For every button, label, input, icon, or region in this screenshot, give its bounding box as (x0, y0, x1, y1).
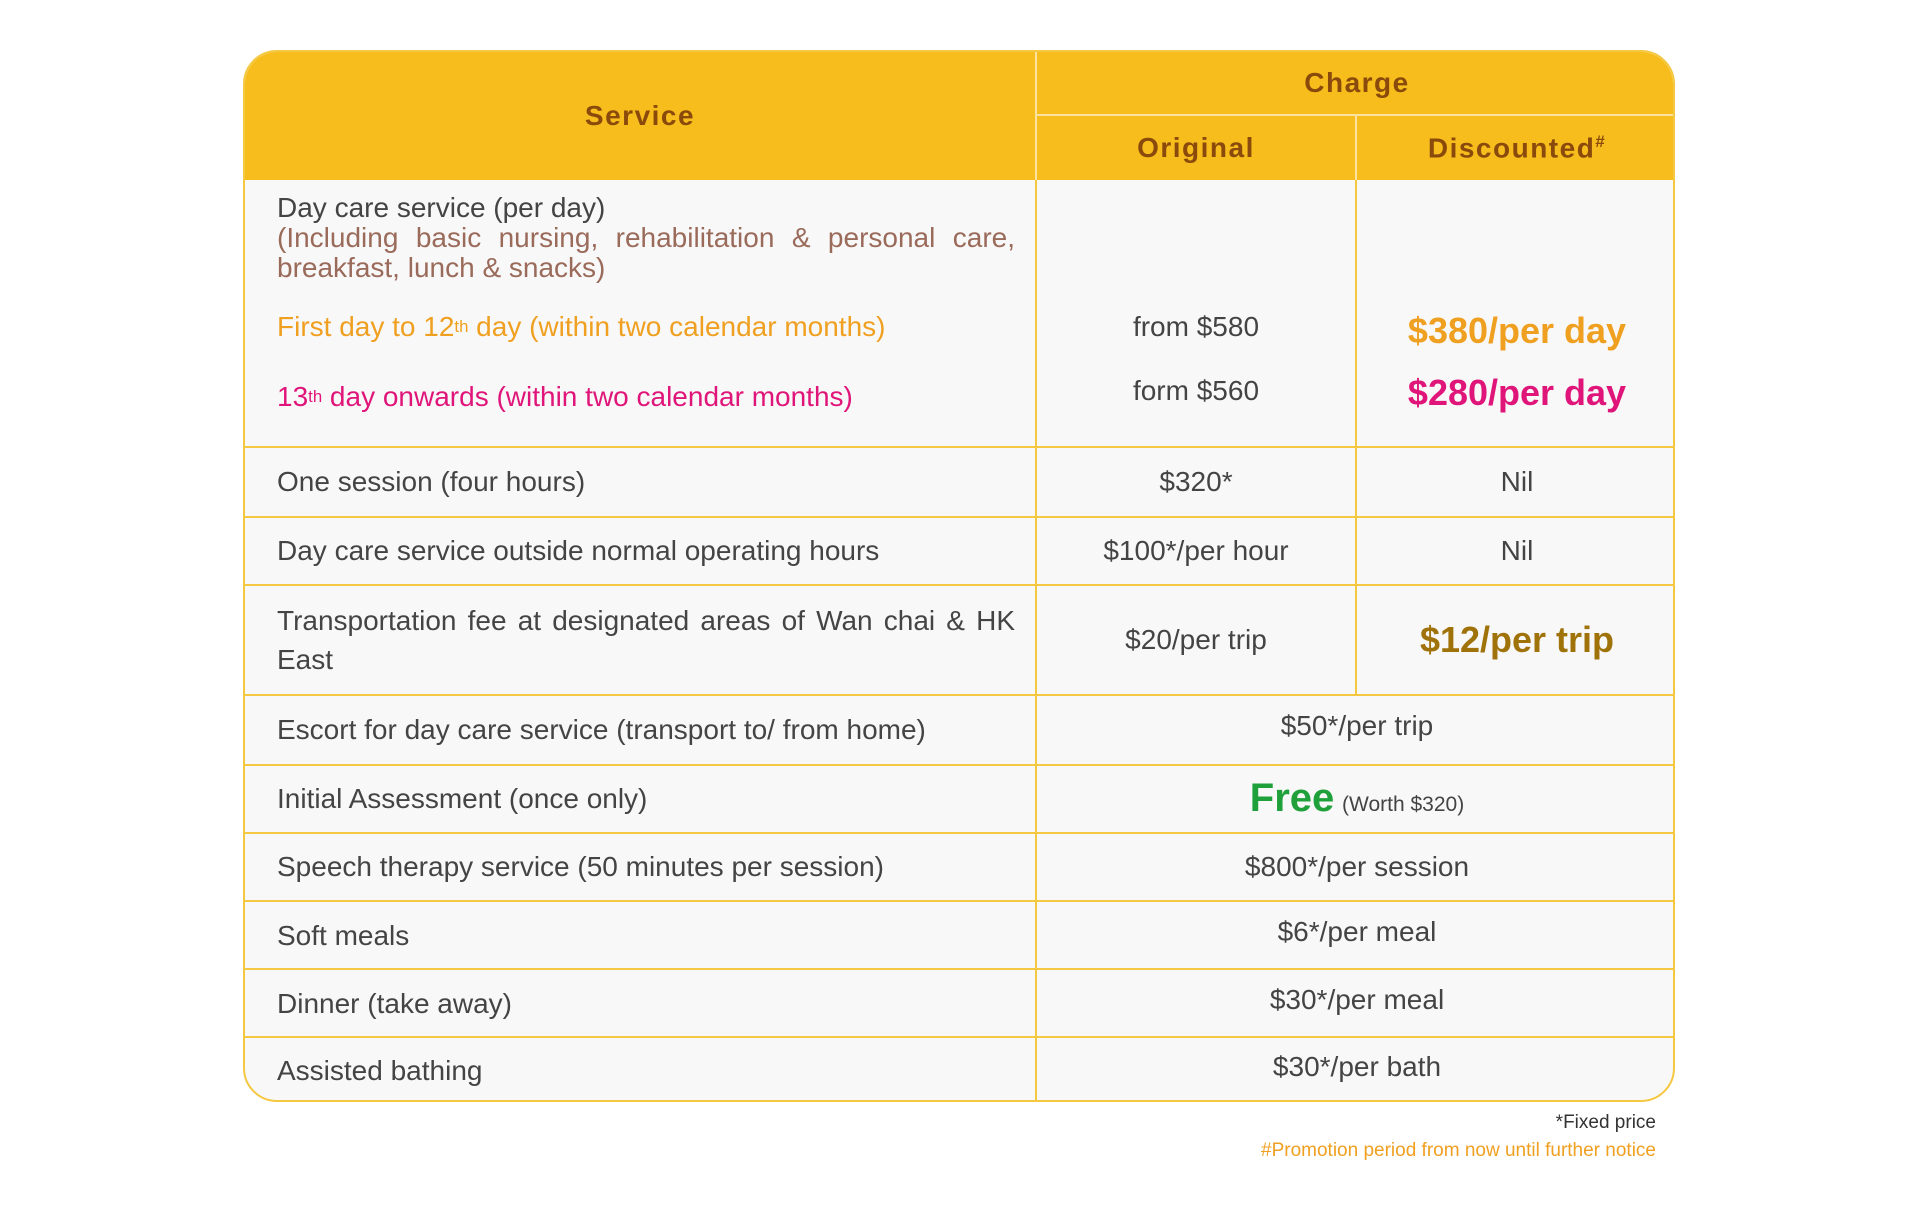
header-discounted (1357, 116, 1675, 180)
row-original (1037, 586, 1355, 694)
day-care-description-cell (245, 180, 1035, 290)
tier2-discounted-value: $280/per day (1407, 372, 1627, 413)
merged-row-charge (1037, 1034, 1675, 1100)
column-divider (1355, 180, 1357, 694)
merged-row-service-label: Initial Assessment (once only) (277, 783, 648, 814)
merged-row-service (245, 766, 1035, 832)
row-discounted-value: Nil (1500, 466, 1534, 497)
merged-row-service (245, 834, 1035, 900)
tier2-original (1037, 356, 1355, 426)
row-original-value: $20/per trip (1125, 624, 1267, 655)
row-original-value: $100*/per hour (1103, 535, 1289, 566)
tier1-label-post: day (within two calendar months) (468, 311, 886, 342)
merged-row-service (245, 696, 1035, 764)
column-divider (1035, 180, 1037, 1102)
row-service (245, 518, 1035, 584)
discounted-text: Discounted (1427, 132, 1596, 164)
header-charge-label: Charge (1304, 67, 1410, 98)
tier2-label-sup: th (308, 387, 323, 406)
merged-row-charge (1037, 766, 1675, 832)
day-care-tier1-label (245, 292, 1035, 362)
tier2-label-post: day onwards (within two calendar months) (322, 381, 853, 412)
row-divider (245, 832, 1675, 834)
merged-row-service-label: Dinner (take away) (277, 988, 512, 1019)
header-divider-vertical (1035, 52, 1037, 180)
merged-row-charge-value: $800*/per session (1244, 851, 1470, 882)
merged-row-charge-value: $30*/per meal (1269, 984, 1445, 1015)
row-service-label: Transportation fee at designated areas of Wan chai & HK East (277, 605, 1015, 675)
row-discounted (1357, 448, 1675, 516)
row-divider (245, 1036, 1675, 1038)
merged-row-service-label: Escort for day care service (transport to/ from home) (277, 714, 926, 745)
merged-row-charge (1037, 834, 1675, 900)
row-divider (245, 516, 1675, 518)
day-care-description: (Including basic nursing, rehabilitation & personal care, breakfast, lunch & snacks) (277, 222, 1015, 283)
header-original-label: Original (1137, 132, 1255, 163)
header-service (245, 52, 1035, 180)
row-service (245, 448, 1035, 516)
row-service-label: One session (four hours) (277, 466, 586, 497)
row-divider (245, 694, 1675, 696)
tier1-label-sup: th (454, 317, 469, 336)
merged-row-charge-value: $6*/per meal (1277, 916, 1437, 947)
merged-row-charge (1037, 692, 1675, 760)
price-table (243, 50, 1675, 1102)
header-divider-vertical (1355, 114, 1357, 180)
tier1-original-value: from $580 (1132, 311, 1260, 342)
merged-row-charge-value: $50*/per trip (1280, 710, 1434, 741)
row-original-value: $320* (1159, 466, 1233, 497)
row-divider (245, 900, 1675, 902)
tier1-original (1037, 292, 1355, 362)
header-discounted-label (1428, 132, 1606, 164)
tier1-discounted (1357, 296, 1675, 366)
row-service (245, 586, 1035, 694)
row-original (1037, 518, 1355, 584)
row-service-label: Day care service outside normal operating hours (277, 535, 880, 566)
row-divider (245, 446, 1675, 448)
row-discounted-value: $12/per trip (1419, 619, 1615, 660)
header-service-label: Service (584, 100, 696, 131)
header-divider-horizontal (1037, 114, 1675, 116)
tier2-original-value: form $560 (1132, 375, 1260, 406)
row-divider (245, 584, 1675, 586)
worth-note: (Worth $320) (1342, 793, 1465, 816)
merged-row-charge-value: $30*/per bath (1272, 1051, 1442, 1082)
header-charge (1037, 52, 1675, 114)
merged-row-service-label: Assisted bathing (277, 1055, 483, 1086)
day-care-tier2-label (245, 362, 1035, 432)
tier1-label-pre: First day to 12 (277, 311, 455, 342)
tier1-discounted-value: $380/per day (1407, 310, 1627, 351)
merged-row-service-label: Soft meals (277, 920, 410, 951)
merged-row-service-label: Speech therapy service (50 minutes per session) (277, 851, 884, 882)
row-divider (245, 968, 1675, 970)
footnote-fixed-price: *Fixed price (1555, 1112, 1656, 1133)
merged-row-charge (1037, 966, 1675, 1034)
free-label: Free (1249, 776, 1335, 820)
day-care-title: Day care service (per day) (277, 192, 606, 223)
header-original (1037, 116, 1355, 180)
merged-row-charge (1037, 898, 1675, 966)
merged-row-service (245, 1038, 1035, 1102)
merged-row-service (245, 902, 1035, 970)
row-original (1037, 448, 1355, 516)
row-discounted (1357, 518, 1675, 584)
tier2-discounted (1357, 358, 1675, 428)
row-discounted (1357, 586, 1675, 694)
merged-row-service (245, 970, 1035, 1038)
discounted-mark: # (1595, 131, 1607, 151)
row-discounted-value: Nil (1500, 535, 1534, 566)
row-divider (245, 764, 1675, 766)
footnote-promotion: #Promotion period from now until further notice (1261, 1140, 1656, 1161)
tier2-label-pre: 13 (277, 381, 309, 412)
